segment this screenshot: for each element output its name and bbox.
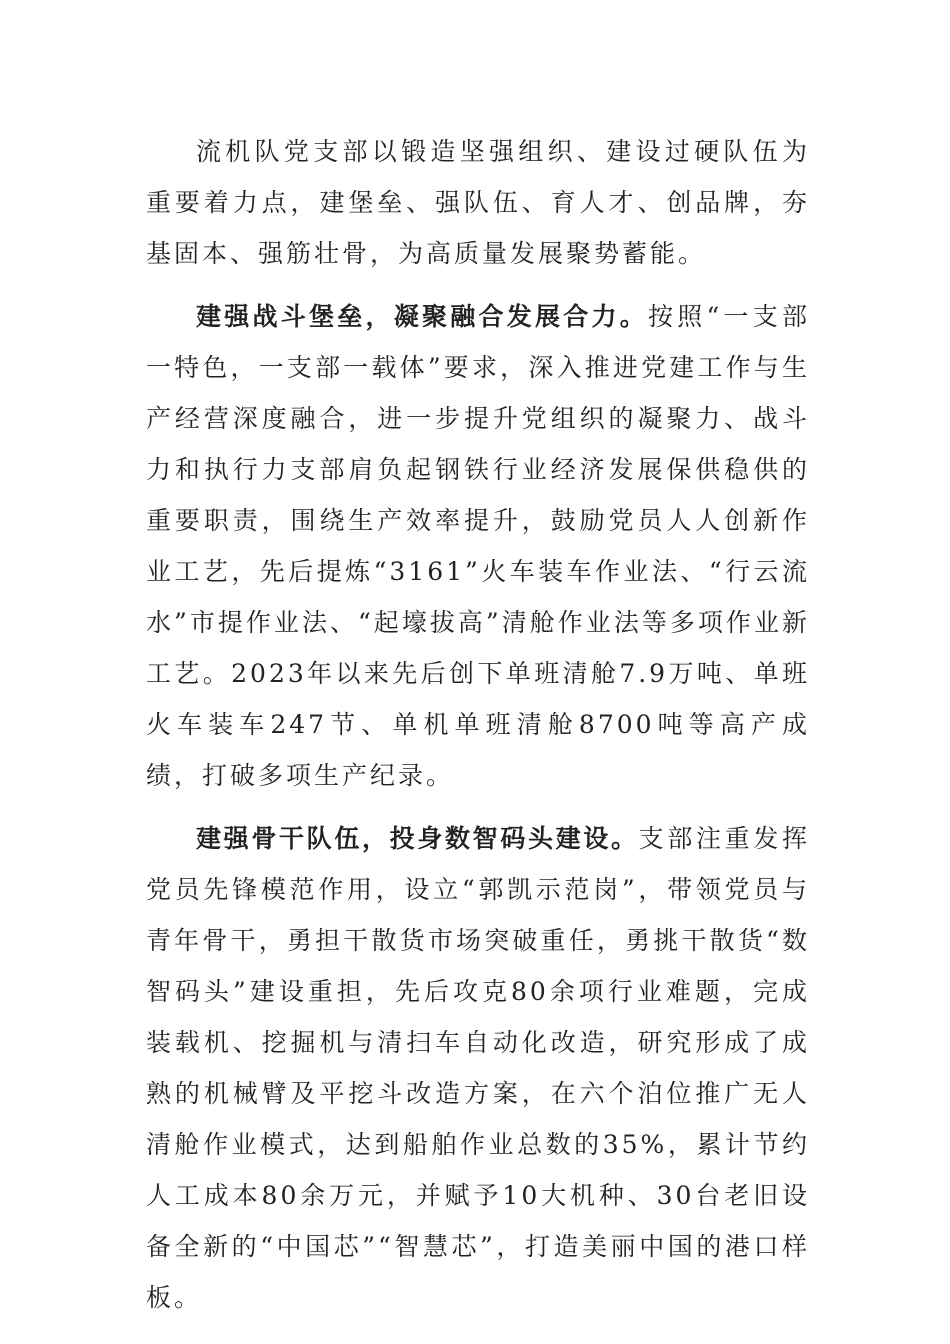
paragraph-lead: 建强骨干队伍，投身数智码头建设。 [196,824,639,853]
document-body [146,126,810,1335]
paragraph-backbone [146,813,810,1323]
paragraph-text: 流机队党支部以锻造坚强组织、建设过硬队伍为重要着力点，建堡垒、强队伍、育人才、创品牌，夯基固本、强筋壮骨，为高质量发展聚势蓄能。 [146,137,810,268]
paragraph-lead: 建强战斗堡垒，凝聚融合发展合力。 [196,302,648,331]
paragraph-text: 支部注重发挥党员先锋模范作用，设立“郭凯示范岗”，带领党员与青年骨干，勇担干散货市场突破重任，勇挑干散货“数智码头”建设重担，先后攻克80余项行业难题，完成装载机、挖掘机与清扫车自动化改造，研究形成了成熟的机械臂及平挖斗改造方案，在六个泊位推广无人清舱作业模式，达到船舶作业总数的35%，累计节约人工成本80余万元，并赋予10大机种、30台老旧设备全新的“中国芯”“智慧芯”，打造美丽中国的港口样板。 [146,824,810,1312]
paragraph-text: 按照“一支部一特色，一支部一载体”要求，深入推进党建工作与生产经营深度融合，进一步提升党组织的凝聚力、战斗力和执行力支部肩负起钢铁行业经济发展保供稳供的重要职责，围绕生产效率提升，鼓励党员人人创新作业工艺，先后提炼“3161”火车装车作业法、“行云流水”市提作业法、“起壕拔高”清舱作业法等多项作业新工艺。2023年以来先后创下单班清舱7.9万吨、单班火车装车247节、单机单班清舱8700吨等高产成绩，打破多项生产纪录。 [146,302,810,790]
paragraph-fortress [146,291,810,801]
paragraph-intro [146,126,810,279]
